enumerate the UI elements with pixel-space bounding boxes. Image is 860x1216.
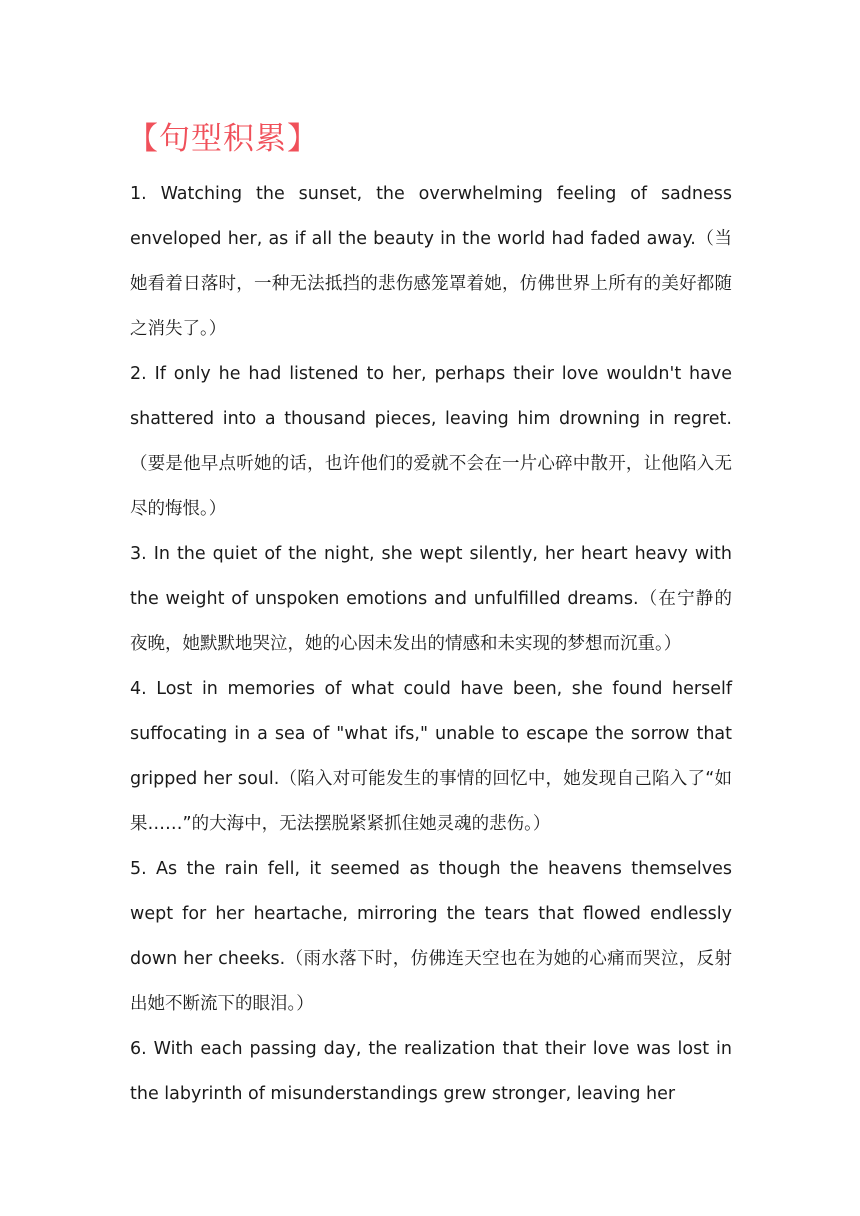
sentence-list [130, 172, 732, 1117]
sentence-item-6: 6. With each passing day, the realization that their love was lost in the labyrinth of misunderstandings grew stronger, leaving her [130, 1039, 732, 1104]
sentence-item-2: 2. If only he had listened to her, perhaps their love wouldn't have shattered into a thousand pieces, leaving him drowning in regret.（要是他早点听她的话，也许他们的爱就不会在一片心碎中散开，让他陷入无尽的悔恨。） [130, 364, 732, 519]
sentence-item-1: 1. Watching the sunset, the overwhelming feeling of sadness enveloped her, as if all the beauty in the world had faded away.（当她看着日落时，一种无法抵挡的悲伤感笼罩着她，仿佛世界上所有的美好都随之消失了。） [130, 184, 732, 339]
section-heading: 【句型积累】 [127, 121, 319, 157]
sentence-item-3: 3. In the quiet of the night, she wept silently, her heart heavy with the weight of unspoken emotions and unfulfilled dreams.（在宁静的夜晚，她默默地哭泣，她的心因未发出的情感和未实现的梦想而沉重。） [130, 544, 732, 654]
sentence-item-4: 4. Lost in memories of what could have been, she found herself suffocating in a sea of "what ifs," unable to escape the sorrow that gripped her soul.（陷入对可能发生的事情的回忆中，她发现自己陷入了“如果……”的大海中，无法摆脱紧紧抓住她灵魂的悲伤。） [130, 679, 732, 834]
sentence-item-5: 5. As the rain fell, it seemed as though the heavens themselves wept for her heartache, mirroring the tears that flowed endlessly down her cheeks.（雨水落下时，仿佛连天空也在为她的心痛而哭泣，反射出她不断流下的眼泪。） [130, 859, 732, 1014]
